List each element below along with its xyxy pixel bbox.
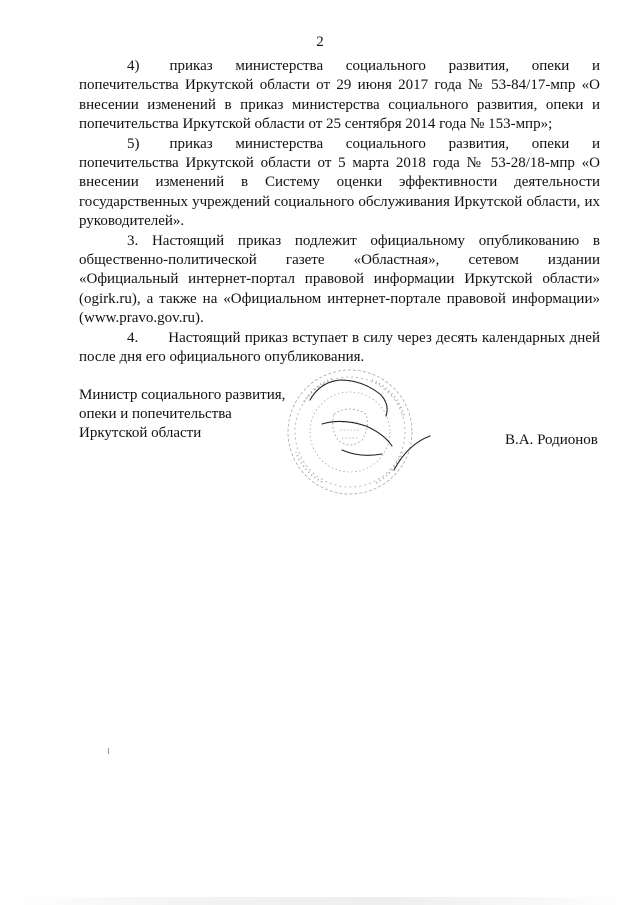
paragraph-item-4-order-2017: 4) приказ министерства социального развития, опеки и попечительства Иркутской области от 29 июня 2017 года № 53-84/17-мпр «О внесении изменений в приказ министерства социального развития, опеки и попечительства Иркутской области от 25 сентября 2014 года № 153-мпр»; <box>79 58 600 133</box>
signer-position-line: Иркутской области <box>79 425 202 442</box>
paragraph-item-5-order-2018: 5) приказ министерства социального развития, опеки и попечительства Иркутской области от 5 марта 2018 года № 53-28/18-мпр «О внесении изменений в Систему оценки эффективности деятельности государственных учреждений социального обслуживания Иркутской области, их руководителей». <box>79 135 600 230</box>
signer-position-line: Министр социального развития, <box>79 387 286 403</box>
signer-name: В.А. Родионов <box>505 432 598 448</box>
scan-artifact-mark <box>108 748 109 754</box>
scan-bottom-edge <box>0 897 640 905</box>
document-body <box>79 57 600 368</box>
official-seal-stamp <box>282 362 432 502</box>
page-number: 2 <box>316 34 324 50</box>
paragraph-publication: 3. Настоящий приказ подлежит официальному опубликованию в общественно-политической газете «Областная», сетевом издании «Официальный интернет-портал правовой информации Иркутской области» (ogirk.ru), а также на «Официальном интернет-портале правовой информации» (www.pravo.gov.ru). <box>79 232 600 327</box>
paragraph-entry-into-force: 4. Настоящий приказ вступает в силу через десять календарных дней после дня его официального опубликования. <box>79 329 600 366</box>
signer-position-line: опеки и попечительства <box>79 406 232 423</box>
signer-position <box>79 386 285 444</box>
